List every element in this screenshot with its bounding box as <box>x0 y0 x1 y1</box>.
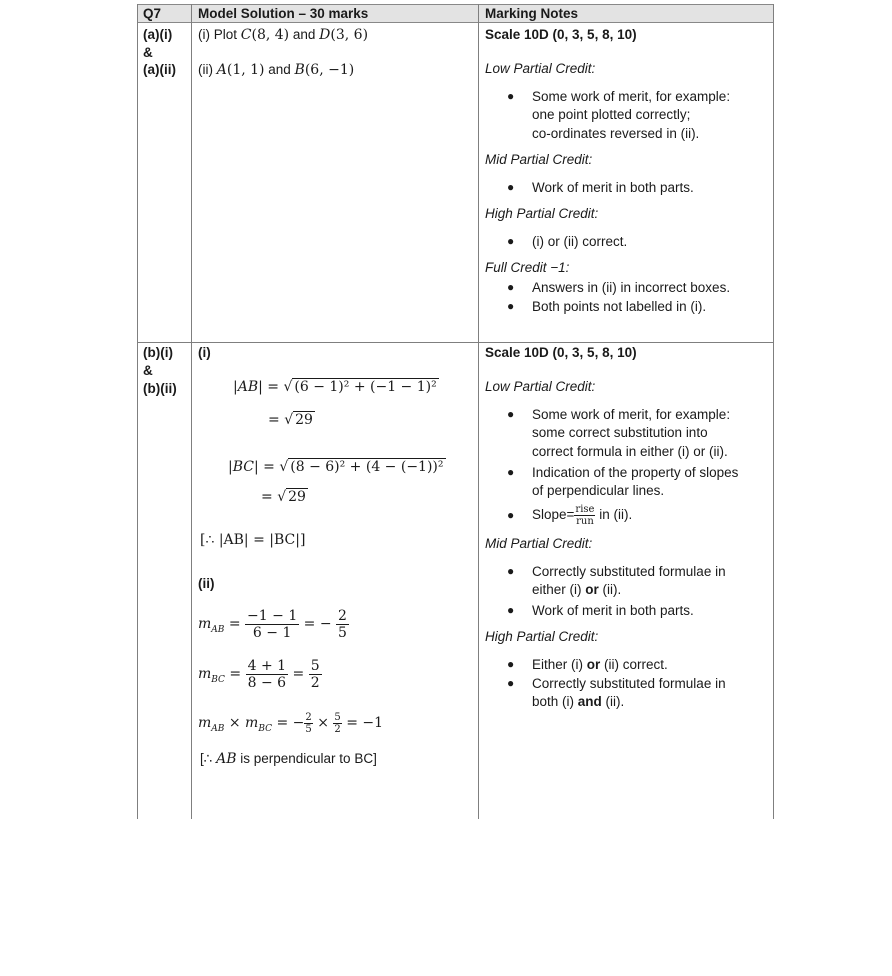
row-a-scale: Scale 10D (0, 3, 5, 8, 10) <box>485 27 637 42</box>
text <box>532 693 624 711</box>
text: AB <box>211 624 225 635</box>
text: correct formula in either (i) or (ii). <box>532 444 728 459</box>
point-c-coords: (8, 4) <box>251 27 290 43</box>
text: m <box>245 715 259 731</box>
bullet-icon: ● <box>507 508 515 522</box>
text: 2 <box>338 607 347 624</box>
point-b: B <box>294 62 305 78</box>
text: 5 <box>338 624 347 641</box>
text: run <box>576 516 594 527</box>
text: 29 <box>295 412 313 428</box>
text: or <box>586 657 601 672</box>
text: m <box>198 666 212 682</box>
row-a-full-title: Full Credit −1: <box>485 260 570 275</box>
text: one point plotted correctly; <box>532 107 691 122</box>
text: Correctly substituted formulae in <box>532 564 726 579</box>
row-a-low-title: Low Partial Credit: <box>485 61 596 76</box>
text: rise <box>575 504 595 515</box>
conclusion-i: [∴ |AB| = |BC|] <box>200 532 306 548</box>
text <box>532 504 632 527</box>
text: of perpendicular lines. <box>532 483 665 498</box>
text: 2 <box>305 711 312 723</box>
text: |AB| = <box>233 379 284 395</box>
text: (ii) correct. <box>600 657 668 672</box>
bullet-icon: ● <box>507 657 515 671</box>
text: (i) Plot <box>198 27 241 42</box>
grid-line <box>137 4 138 819</box>
grid-line <box>478 4 479 819</box>
text: × <box>224 715 246 731</box>
text: Slope= <box>532 507 575 523</box>
point-a-coords: (1, 1) <box>226 62 265 78</box>
row-b-label-1: (b)(i) <box>143 345 173 360</box>
header-model-solution: Model Solution – 30 marks <box>198 6 369 21</box>
fraction <box>574 504 595 527</box>
text: is perpendicular to BC] <box>236 751 377 766</box>
bullet-icon: ● <box>507 603 515 617</box>
text: Work of merit in both parts. <box>532 180 694 195</box>
text: (6 − 1)² + (−1 − 1)² <box>294 379 437 395</box>
text: 2 <box>310 674 320 691</box>
point-d: D <box>319 27 331 43</box>
text: = <box>268 412 285 428</box>
text <box>532 655 668 674</box>
text: Both points not labelled in (i). <box>532 299 707 314</box>
text: 2 <box>334 723 341 735</box>
ab-distance-formula <box>233 378 439 396</box>
text: × <box>312 715 334 731</box>
text: Some work of merit, for example: <box>532 407 731 422</box>
bullet-icon: ● <box>507 465 515 479</box>
text: (8 − 6)² + (4 − (−1))² <box>290 459 444 475</box>
point-a: A <box>216 62 227 78</box>
text: Work of merit in both parts. <box>532 603 694 618</box>
text: 5 <box>310 657 320 674</box>
text: (i) or (ii) correct. <box>532 234 628 249</box>
text: Some work of merit, for example: <box>532 89 731 104</box>
text: 29 <box>288 489 306 505</box>
text: |BC| = <box>228 459 280 475</box>
text: Either (i) <box>532 657 587 672</box>
bc-distance-formula <box>228 458 446 476</box>
text: AB <box>216 751 237 767</box>
row-a-label-2: (a)(ii) <box>143 62 176 77</box>
bullet-icon: ● <box>507 234 515 248</box>
text: and <box>264 62 295 77</box>
sqrt: √ (6 − 1)² + (−1 − 1)² <box>283 379 437 395</box>
part-ii-label: (ii) <box>198 576 215 591</box>
row-b-low-title: Low Partial Credit: <box>485 379 596 394</box>
header-marking-notes: Marking Notes <box>485 6 579 21</box>
grid-line <box>191 4 192 819</box>
part-i-label: (i) <box>198 345 211 360</box>
text: = <box>261 489 278 505</box>
point-b-coords: (6, −1) <box>304 62 355 78</box>
bullet-icon: ● <box>507 89 515 103</box>
point-d-coords: (3, 6) <box>330 27 369 43</box>
text: = − <box>272 715 305 731</box>
text: (ii) <box>198 62 217 77</box>
bullet-icon: ● <box>507 280 515 294</box>
fraction <box>304 712 312 735</box>
text: either (i) <box>532 582 586 597</box>
sqrt: √ 29 <box>277 489 306 505</box>
bullet-icon: ● <box>507 180 515 194</box>
row-a-high-title: High Partial Credit: <box>485 206 599 221</box>
row-b-scale: Scale 10D (0, 3, 5, 8, 10) <box>485 345 637 360</box>
text: BC <box>211 674 225 685</box>
row-b-amp: & <box>143 363 153 378</box>
sqrt: √ 29 <box>284 412 313 428</box>
bullet-icon: ● <box>507 564 515 578</box>
header-q7: Q7 <box>143 6 162 21</box>
fraction <box>309 658 322 691</box>
bullet-icon: ● <box>507 407 515 421</box>
text: in (ii). <box>595 507 633 523</box>
marking-scheme-table <box>137 4 774 819</box>
text: and <box>289 27 320 42</box>
slope-ab: $m_{AB}$ = $\frac{-1 - 1}{6 - 1}$ = − $\frac{2}{5}$ <box>198 607 347 641</box>
row-a-solution-ii <box>198 61 354 79</box>
text: (ii). <box>598 582 622 597</box>
text: 5 <box>334 711 341 723</box>
row-a-label-1: (a)(i) <box>143 27 173 42</box>
row-b-mid-title: Mid Partial Credit: <box>485 536 593 551</box>
text: some correct substitution into <box>532 425 708 440</box>
text: BC <box>258 723 272 734</box>
text: and <box>577 694 602 709</box>
fraction <box>245 608 299 641</box>
grid-line <box>773 4 774 819</box>
text: 5 <box>305 723 312 735</box>
sqrt: √ (8 − 6)² + (4 − (−1))² <box>279 459 444 475</box>
text: m <box>198 616 212 632</box>
text: m <box>198 715 212 731</box>
row-a-mid-title: Mid Partial Credit: <box>485 152 593 167</box>
ab-distance-value <box>268 411 315 429</box>
text: Indication of the property of slopes <box>532 465 739 480</box>
grid-line <box>137 342 774 343</box>
row-b-high-title: High Partial Credit: <box>485 629 599 644</box>
slope-product <box>198 710 383 742</box>
text: AB <box>211 723 225 734</box>
row-a-solution-i <box>198 26 368 44</box>
text: Answers in (ii) in incorrect boxes. <box>532 280 731 295</box>
bc-distance-value <box>261 488 308 506</box>
text <box>532 581 621 599</box>
text: 6 − 1 <box>252 624 292 641</box>
conclusion-ii <box>200 750 377 768</box>
row-a-amp: & <box>143 45 153 60</box>
text: = −1 <box>341 715 384 731</box>
bullet-icon: ● <box>507 676 515 690</box>
fraction <box>333 712 341 735</box>
slope-bc: $m_{BC}$ = $\frac{4 + 1}{8 - 6}$ = $\frac{5}{2}$ <box>198 657 320 691</box>
point-c: C <box>240 27 252 43</box>
text: co-ordinates reversed in (ii). <box>532 126 700 141</box>
text: −1 − 1 <box>247 607 298 624</box>
text: 8 − 6 <box>247 674 287 691</box>
text: or <box>585 582 599 597</box>
text: Correctly substituted formulae in <box>532 676 726 691</box>
text: [∴ <box>200 751 217 766</box>
fraction <box>336 608 349 641</box>
bullet-icon: ● <box>507 299 515 313</box>
row-b-label-2: (b)(ii) <box>143 381 177 396</box>
text: 4 + 1 <box>247 657 287 674</box>
text: (ii). <box>601 694 625 709</box>
fraction <box>246 658 288 691</box>
text: both (i) <box>532 694 578 709</box>
